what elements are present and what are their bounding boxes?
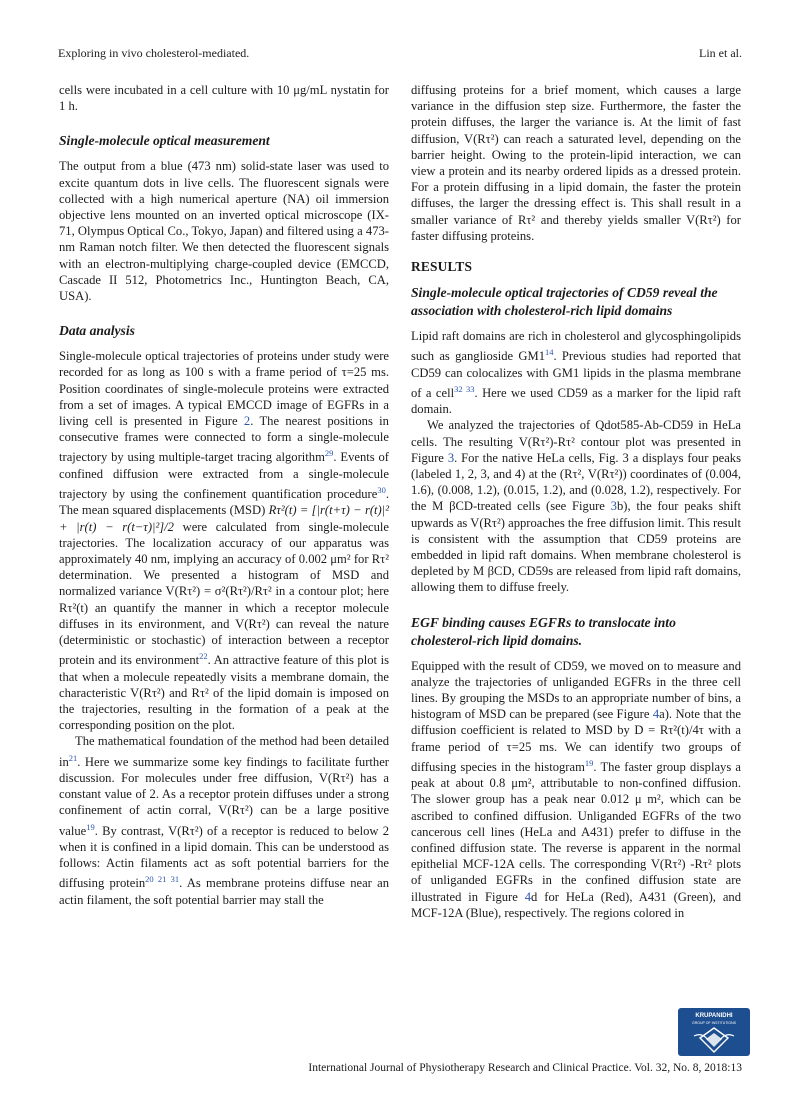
running-authors: Lin et al. [699,46,742,60]
citation-link[interactable]: 19 [584,757,594,768]
paragraph-continued: diffusing proteins for a brief moment, which causes a large variance in the diffusion step size. Furthermore, the faster the protein diffuses, the larger the variance is. At the limit of fast diffusion, V(Rτ²) can reach a saturated level, depending on the barrier height. Owing to the protein-lipid interaction, we can view a protein and its nearby ordered lipids as a dressed protein. For a protein diffusing in a lipid domain, the faster the protein diffuses, the larger the dressing effect is. This shall result in a smaller variance of Rτ² and thereby yields smaller V(Rτ²) for faster diffusing proteins. [411,83,741,243]
citation-link[interactable]: 29 [324,448,334,459]
paragraph-measurement: The output from a blue (473 nm) solid-state laser was used to excite quantum dots in live cells. The fluorescent signals were collected with a high numerical aperture (NA) oil immersion objective lens mounted on an inverted optical microscope (IX-71, Olympus Optical Co., Tokyo, Japan) and filtered using a 473-nm Raman notch filter. We then detected the fluorescent signals with an electron-multiplying charge-coupled device (EMCCD, Cascade II 512, Photometrics Inc., Huntington Beach, CA, USA). [59,159,389,304]
logo-text-name: KRUPANIDHI [695,1013,733,1019]
paragraph: cells were incubated in a cell culture with 10 μg/mL nystatin for 1 h. [59,83,389,114]
section-heading-results: RESULTS [411,259,473,275]
subsection-heading-cd59: Single-molecule optical trajectories of CD59 reveal the association with cholesterol-rich lipid domains [411,285,718,319]
section-heading-measurement: Single-molecule optical measurement [59,133,270,149]
running-header [58,46,742,66]
left-column [59,82,389,908]
figure-link[interactable]: 4 [524,889,532,904]
paragraph-cd59-2: We analyzed the trajectories of Qdot585-Ab-CD59 in HeLa cells. The resulting V(Rτ²)-Rτ² contour plot was presented in Figure 3. For the native HeLa cells, Fig. 3 a displays four peaks (labeled 1, 2, 3, and 4) at the (Rτ², V(Rτ²)) coordinates of (0.004, 1.6), (0.008, 1.2), (0.015, 1.2), and (0.028, 1.2), respectively. For the M βCD-treated cells (see Figure 3b), the four peaks shift upwards as V(Rτ²) approaches the free diffusion limit. This result is consistent with the assumption that CD59 proteins are embedded in lipid raft domains. When membrane cholesterol is depleted by M βCD, CD59s are released from lipid raft domains, allowing them to diffuse freely. [411,418,742,595]
msd-formula: Rτ²(t) = [|r(t+τ) − r(t)|² + |r(t) − r(t−τ)|²]/2 [59,503,389,534]
citation-link[interactable]: 30 [377,485,386,496]
citation-link[interactable]: 22 [199,651,208,662]
paragraph-egf: Equipped with the result of CD59, we moved on to measure and analyze the trajectories of unliganded EGFRs in the three cell lines. By grouping the MSDs to an appropriate number of bins, a histogram of MSD can be prepared (see Figure 4a). Note that the diffusion coefficient is related to MSD by D = Rτ²(t)/4τ with a frame period of τ=25 ms. We can identify two groups of diffusing species in the histogram$^{19}$. The faster group displays a peak at about 0.8 μm², attributable to non-confined diffusion. The slower group has a peak near 0.012 μ m², which can be ascribed to confined diffusion. Unliganded EGFRs of the two cancerous cell lines (HeLa and A431) prefer to diffuse in the confined diffusion state. The reverse is apparent in the normal epithelial MCF-12A cells. The corresponding V(Rτ²) -Rτ² plots of unliganded EGFRs in the confined diffusion state are illustrated in Figure 4d for HeLa (Red), A431 (Green), and MCF-12A (Blue), respectively. The regions colored in [411,658,742,920]
logo-text-group: GROUP OF INSTITUTIONS [692,1021,736,1025]
subsection-heading-egf: EGF binding causes EGFRs to translocate into cholesterol-rich lipid domains. [411,614,676,648]
figure-link[interactable]: 2 [243,414,251,429]
paragraph-analysis-1: Single-molecule optical trajectories of proteins under study were recorded for as long as 100 s with a frame period of τ=25 ms. Position coordinates of single-molecule proteins were extracted from a set of images. A typical EMCCD image of EGFRs in a living cell is presented in Figure 2. The nearest positions in consecutive frames were connected to form a single-molecule trajectory by using multiple-target tracing algorithm$^{29}$. Events of confined diffusion were extracted from a single-molecule trajectory by using the confinement quantification procedure$^{30}$. The mean squared displacements (MSD) Rτ²(t) = [|r(t+τ) − r(t)|² + |r(t) − r(t−τ)|²]/2 were calculated from single-molecule trajectories. The localization accuracy of our apparatus was approximately 40 nm, implying an accuracy of 0.002 μm² for Rτ² determination. We presented a histogram of MSD and normalized variance V(Rτ²) = σ²(Rτ²)/Rτ² in a contour plot; here Rτ²(t) an quantify the manner in which a receptor molecule diffuses in its environment, and V(Rτ²) can reveal the nature (deterministic or stochastic) of interaction between a receptor protein and its environment$^{22}$. An attractive feature of this plot is that when a molecule repeatedly visits a membrane domain, the characteristic V(Rτ²) and Rτ² of the lipid domain is imposed on the trajectories, resulting in the formation of a peak at the corresponding position on the plot. [59,349,390,733]
page-footer: International Journal of Physiotherapy Research and Clinical Practice. Vol. 32, No. 8, 2018:13 [308,1062,742,1074]
section-heading-analysis: Data analysis [59,323,135,339]
krupanidhi-logo [678,1008,750,1056]
paragraph-cd59-1: Lipid raft domains are rich in cholesterol and glycosphingolipids such as ganglioside GM1$^{14}$. Previous studies had reported that CD59 can colocalizes with GM1 lipids in the plasma membrane of a cell$^{32 33}$. Here we used CD59 as a marker for the lipid raft domain. [411,329,742,417]
right-column [411,82,741,921]
figure-link[interactable]: 4 [652,707,660,722]
citation-link[interactable]: 20 21 31 [145,874,180,885]
citation-link[interactable]: 32 33 [454,383,475,394]
citation-link[interactable]: 21 [68,752,78,763]
citation-link[interactable]: 19 [86,821,95,832]
paragraph-analysis-2: The mathematical foundation of the method had been detailed in$^{21}$. Here we summarize some key findings to facilitate further discussion. For molecules under free diffusion, V(Rτ²) has a constant value of 2. As a receptor protein diffuses under a strong confinement of actin corral, V(Rτ²) can be a large positive value$^{19}$. By contrast, V(Rτ²) of a receptor is reduced to below 2 when it is confined in a lipid domain. This can be understood as follows: Actin filaments act as soft potential barriers for the diffusing protein$^{20 21 31}$. As membrane proteins diffuse near an actin filament, the soft potential barrier may stall the [59,734,389,907]
running-title: Exploring in vivo cholesterol-mediated. [58,46,250,60]
figure-link[interactable]: 3 [447,450,455,465]
figure-link[interactable]: 3 [610,499,617,514]
citation-link[interactable]: 14 [545,347,554,358]
